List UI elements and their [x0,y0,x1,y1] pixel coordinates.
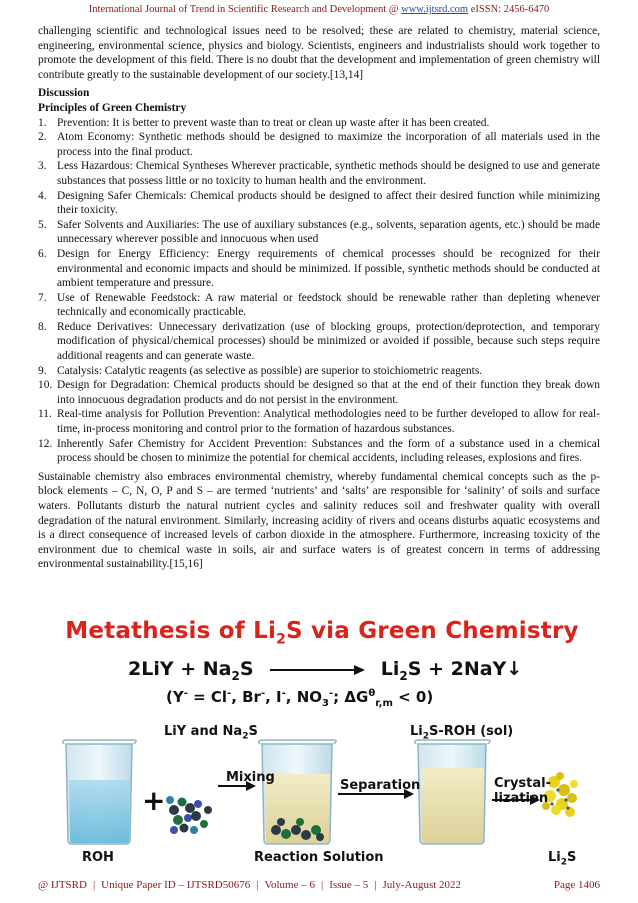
reaction-solution-label: Reaction Solution [254,850,384,865]
principle-number: 1. [38,116,47,129]
principle-number: 6. [38,247,47,260]
reaction-equation: $2LiY + Na_2S$ $Li_2S$ + 2NaY↓ [128,658,523,683]
reaction-conditions: (Y- = Cl-, Br-, I-, $NO_3^-$; $\Delta G^\theta_{r,m} < 0$) [166,688,434,709]
principle-text: Use of Renewable Feedstock: A raw material or feedstock should be renewable rather than depleting whenever technically and economically practicable. [57,291,600,319]
principle-item [38,159,600,188]
roh-label: ROH [82,850,114,865]
principle-text: Design for Degradation: Chemical products should be designed so that at the end of their function they break down into innocuous degradation products and do not persist in the environment. [57,379,600,406]
principle-number: 7. [38,291,47,304]
principles-heading: Principles of Green Chemistry [38,101,187,114]
principle-text: Atom Economy: Synthetic methods should be designed to maximize the incorporation of all materials used in the process into the final product. [57,131,600,158]
principle-item [38,116,600,131]
article-body [38,24,600,572]
principle-number: 3. [38,160,47,173]
page-number: Page 1406 [553,879,600,891]
principle-item [38,247,600,291]
product-label: $Li_2S$ [548,850,577,868]
solution-label: $Li_2S$-ROH (sol) [410,724,514,742]
principle-number: 4. [38,189,47,202]
principle-text: Inherently Safer Chemistry for Accident Prevention: Substances and the form of a substance used in a chemical process should be chosen to minimize the potential for chemical accidents, including releases, explosions and fires. [57,437,600,465]
plus-sign: + [142,784,166,817]
principle-text: Design for Energy Efficiency: Energy requirements of chemical processes should be recognized for their environmental and economic impacts and should be minimized. If possible, synthetic methods should be conducted at ambient temperature and pressure. [57,247,600,290]
mixing-label: Mixing [226,770,275,785]
principle-item [38,218,600,247]
principle-text: Safer Solvents and Auxiliaries: The use of auxiliary substances (e.g., solvents, separation agents, etc.) should be made unnecessary wherever possible and innocuous when used [57,218,600,246]
principle-number: 8. [38,320,47,333]
roh-beaker-icon [63,740,136,844]
reaction-beaker-icon [259,740,336,844]
discussion-heading: Discussion [38,87,90,100]
principle-text: Designing Safer Chemicals: Chemical products should be designed to affect their desired function while minimizing their toxicity. [57,189,600,217]
principle-item [38,320,600,364]
li2s-metathesis-figure [62,618,582,870]
principle-item [38,291,600,320]
crystallization-label: Crystal- lization [494,776,552,806]
reactant-spheres-icon [166,796,212,834]
separation-label: Separation [340,778,421,793]
reactants-label: LiY and $Na_2S$ [164,724,258,742]
principles-list [38,116,600,466]
principle-text: Reduce Derivatives: Unnecessary derivatization (use of blocking groups, protection/deprotection, and temporary modification of physical/chemical processes) should be minimized or avoided if possible, because such steps require additional reagents and can generate waste. [57,320,600,363]
solution-beaker-icon [415,740,490,844]
reaction-arrow-icon [268,664,366,676]
principle-item [38,130,600,159]
principle-item [38,364,600,379]
page-footer [38,879,600,891]
header-issn: eISSN: 2456-6470 [468,4,550,15]
principle-number: 11. [38,408,52,421]
principle-number: 9. [38,364,47,377]
principle-number: 2. [38,131,47,144]
principle-text: Real-time analysis for Pollution Prevention: Analytical methodologies need to be further developed to allow for real-time, in-process monitoring and control prior to the formation of hazardous substances. [57,408,600,436]
figure-title: Metathesis of $Li_2S$ via Green Chemistry [65,618,579,648]
principle-text: Less Hazardous: Chemical Syntheses Wherever practicable, synthetic methods should be designed to use and generate substances that possess little or no toxicity to human health and the environment. [57,160,600,187]
principle-number: 12. [38,437,53,450]
intro-paragraph: challenging scientific and technological issues need to be resolved; these are related to chemistry, material science, engineering, environmental science, physics and biology. Scientists, engineers and industrialists should work together to promote the development of this field. There is no doubt that the development and implementation of green chemistry will contribute greatly to the sustainable development of our society.[13,14] [38,25,600,81]
principle-item [38,189,600,218]
principle-text: Catalysis: Catalytic reagents (as selective as possible) are superior to stoichiometric reagents. [57,364,483,377]
principle-number: 10. [38,379,53,392]
journal-header [0,4,638,15]
principle-item [38,437,600,466]
principle-item [38,378,600,407]
principle-item [38,407,600,436]
sustainable-chemistry-paragraph: Sustainable chemistry also embraces environmental chemistry, whereby fundamental chemical concepts such as the p-block elements – C, N, O, P and S – are termed ‘nutrients’ and ‘salts’ are responsible for ‘salinity’ of soils and surface waters. Pollutants disturb the natural nutrient cycles and salinity reduces soil and freshwater quality with overall degradation of the natural environment. Similarly, increasing acidity of rivers and oceans disturbs aquatic ecosystems and is a direct consequence of increased levels of carbon dioxide in the atmosphere. Furthermore, increasing toxicity of the environment due to chemical waste in soils, air and surface waters is of greatest concern in terms of addressing environmental sustainability.[15,16] [38,470,600,571]
header-prefix: International Journal of Trend in Scientific Research and Development @ [88,4,402,15]
principle-number: 5. [38,218,47,231]
footer-source: @ IJTSRD | Unique Paper ID – IJTSRD50676 | Volume – 6 | Issue – 5 | July-August 2022 [38,879,462,891]
journal-website-link[interactable]: www.ijtsrd.com [401,4,469,15]
principle-text: Prevention: It is better to prevent waste than to treat or clean up waste after it has been created. [57,116,490,129]
